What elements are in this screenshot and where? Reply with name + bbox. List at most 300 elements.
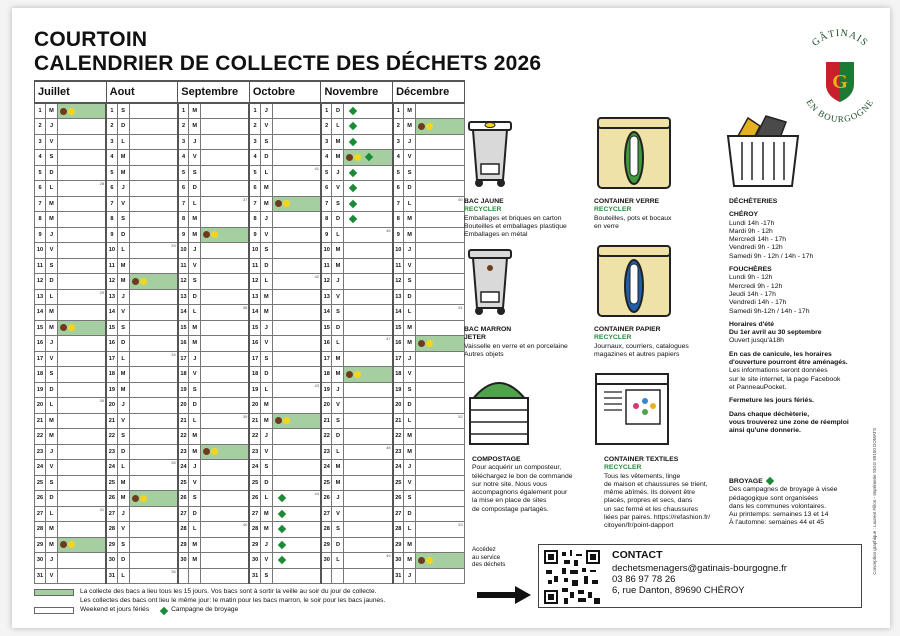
qr-code-icon[interactable] <box>544 550 600 604</box>
day-letter: S <box>117 103 129 119</box>
day-cell <box>201 258 250 274</box>
day-letter: L <box>189 413 201 429</box>
day-letter: M <box>332 243 344 259</box>
day-number: 19 <box>106 382 117 398</box>
month-header-aout: Aout <box>106 81 178 103</box>
day-letter: L <box>46 398 58 414</box>
day-cell <box>272 119 321 135</box>
day-number: 25 <box>393 475 404 491</box>
day-letter: M <box>189 444 201 460</box>
day-cell <box>416 227 465 243</box>
day-letter: M <box>46 212 58 228</box>
calendar-row <box>35 212 465 228</box>
day-letter: V <box>117 305 129 321</box>
day-cell <box>344 243 393 259</box>
yellow-bin-dot <box>354 371 361 378</box>
day-cell <box>201 382 250 398</box>
broyage-diamond <box>349 184 357 192</box>
day-cell <box>58 134 107 150</box>
day-letter: S <box>117 429 129 445</box>
day-number: 24 <box>35 460 46 476</box>
day-cell <box>272 460 321 476</box>
day-cell <box>416 429 465 445</box>
day-cell <box>416 367 465 383</box>
day-letter: M <box>404 212 416 228</box>
day-letter: L <box>260 274 272 290</box>
day-number: 29 <box>106 537 117 553</box>
day-cell <box>416 475 465 491</box>
week-number: 29 <box>99 289 105 295</box>
access-text: Accédez au service des déchets <box>472 546 506 569</box>
day-letter: L <box>117 134 129 150</box>
day-letter: J <box>117 289 129 305</box>
week-number: 28 <box>99 181 105 186</box>
day-letter: M <box>189 336 201 352</box>
yellow-bin-dot <box>354 154 361 161</box>
broyage-diamond <box>278 509 286 517</box>
day-letter: S <box>46 150 58 166</box>
day-cell <box>58 475 107 491</box>
day-cell <box>272 274 321 290</box>
week-number: 47 <box>386 336 391 341</box>
week-number: 41 <box>314 165 319 171</box>
day-cell <box>416 568 465 584</box>
day-number: 31 <box>35 568 46 584</box>
day-letter: M <box>189 212 201 228</box>
legend-white-swatch <box>34 607 74 614</box>
day-letter: M <box>260 413 272 429</box>
logo-bottom-text: EN BOURGOGNE <box>804 97 876 125</box>
day-cell <box>272 568 321 584</box>
day-number: 30 <box>393 553 404 569</box>
day-cell <box>416 320 465 336</box>
day-letter: M <box>46 305 58 321</box>
day-cell <box>129 491 178 507</box>
day-letter: S <box>260 568 272 584</box>
day-letter: J <box>332 491 344 507</box>
day-letter: V <box>332 181 344 197</box>
day-cell <box>58 243 107 259</box>
day-letter: L <box>117 351 129 367</box>
day-cell <box>129 274 178 290</box>
collection-calendar <box>34 80 465 584</box>
day-number: 5 <box>178 165 189 181</box>
day-number: 5 <box>35 165 46 181</box>
day-number: 22 <box>106 429 117 445</box>
yellow-bin-dot <box>68 541 75 548</box>
day-number: 13 <box>249 289 260 305</box>
textile-container-text: CONTAINER TEXTILES RECYCLER Tous les vêtements, linge de maison et chaussures se trient, même abîmés. Ils doivent être placés, propres et secs, dans un sac fermé et les chaussures liées par paires. https://refashion.fr/ citoyen/fr/point-dapport <box>604 456 711 530</box>
day-cell <box>272 243 321 259</box>
day-number: 23 <box>321 444 332 460</box>
day-number: 26 <box>321 491 332 507</box>
day-cell <box>129 227 178 243</box>
day-letter: M <box>46 522 58 538</box>
day-letter: V <box>260 227 272 243</box>
day-cell <box>416 305 465 321</box>
day-number: 13 <box>321 289 332 305</box>
day-letter: J <box>260 103 272 119</box>
day-cell <box>58 119 107 135</box>
commune-title: COURTOIN <box>34 28 148 51</box>
svg-text:GÂTINAIS <box>810 28 870 49</box>
day-cell <box>58 444 107 460</box>
day-letter: D <box>332 429 344 445</box>
week-number: 49 <box>386 553 391 558</box>
day-cell <box>129 150 178 166</box>
day-number: 6 <box>106 181 117 197</box>
day-number: 22 <box>35 429 46 445</box>
broyage-diamond-icon <box>766 477 774 485</box>
day-letter: S <box>260 351 272 367</box>
day-cell <box>201 444 250 460</box>
day-number: 24 <box>393 460 404 476</box>
day-number: 7 <box>178 196 189 212</box>
day-number: 19 <box>249 382 260 398</box>
day-cell <box>272 398 321 414</box>
day-number: 14 <box>249 305 260 321</box>
yellow-bin-dot <box>211 231 218 238</box>
day-letter: V <box>332 506 344 522</box>
day-letter: V <box>260 553 272 569</box>
day-number: 3 <box>106 134 117 150</box>
day-cell <box>201 305 250 321</box>
legend-diamond-icon <box>160 606 168 614</box>
calendar-row <box>35 243 465 259</box>
day-letter: S <box>117 320 129 336</box>
day-letter: M <box>332 258 344 274</box>
day-cell <box>272 413 321 429</box>
day-number: 20 <box>35 398 46 414</box>
day-number: 21 <box>321 413 332 429</box>
day-letter: M <box>332 351 344 367</box>
week-number: 36 <box>171 568 176 574</box>
day-letter: L <box>332 553 344 569</box>
broyage-diamond <box>349 215 357 223</box>
week-number: 38 <box>242 305 248 310</box>
day-cell <box>129 196 178 212</box>
day-number: 15 <box>249 320 260 336</box>
day-cell <box>58 336 107 352</box>
day-letter: M <box>404 444 416 460</box>
day-number: 15 <box>35 320 46 336</box>
day-number: 7 <box>106 196 117 212</box>
day-letter: L <box>332 227 344 243</box>
broyage-diamond <box>349 122 357 130</box>
logo-letter: G <box>832 71 848 93</box>
day-cell <box>58 537 107 553</box>
day-number: 22 <box>249 429 260 445</box>
day-letter: L <box>260 491 272 507</box>
day-letter: D <box>332 212 344 228</box>
day-number: 31 <box>393 568 404 584</box>
contact-phone[interactable]: 03 86 97 78 26 <box>612 574 676 585</box>
day-cell <box>272 491 321 507</box>
day-letter: S <box>189 491 201 507</box>
week-number: 51 <box>458 305 463 310</box>
day-number: 4 <box>321 150 332 166</box>
day-number: 6 <box>393 181 404 197</box>
calendar-title: CALENDRIER DE COLLECTE DES DÉCHETS 2026 <box>34 52 542 75</box>
calendar-row <box>35 491 465 507</box>
day-cell <box>129 289 178 305</box>
day-number: 20 <box>321 398 332 414</box>
day-letter: V <box>189 150 201 166</box>
day-cell <box>201 150 250 166</box>
day-letter: J <box>46 336 58 352</box>
day-cell <box>58 413 107 429</box>
day-number: 15 <box>106 320 117 336</box>
day-letter: D <box>260 258 272 274</box>
day-cell <box>344 289 393 305</box>
day-cell <box>58 460 107 476</box>
day-letter: M <box>46 320 58 336</box>
day-cell <box>201 522 250 538</box>
day-letter: S <box>117 537 129 553</box>
day-cell <box>201 320 250 336</box>
yellow-bin-dot <box>426 557 433 564</box>
calendar-row <box>35 444 465 460</box>
day-letter: D <box>117 553 129 569</box>
day-letter: L <box>117 460 129 476</box>
day-number: 25 <box>249 475 260 491</box>
day-letter: M <box>260 522 272 538</box>
day-number: 10 <box>178 243 189 259</box>
day-letter: M <box>260 506 272 522</box>
day-number: 10 <box>321 243 332 259</box>
day-letter: S <box>189 274 201 290</box>
day-number: 18 <box>106 367 117 383</box>
day-number: 24 <box>249 460 260 476</box>
day-cell <box>344 196 393 212</box>
day-cell <box>58 382 107 398</box>
day-letter: M <box>189 320 201 336</box>
day-cell <box>58 568 107 584</box>
day-cell <box>58 320 107 336</box>
month-header-juillet: Juillet <box>35 81 107 103</box>
day-letter: S <box>46 475 58 491</box>
day-cell <box>272 212 321 228</box>
day-letter: V <box>404 475 416 491</box>
day-cell <box>129 320 178 336</box>
month-header-novembre: Novembre <box>321 81 393 103</box>
week-number: 44 <box>314 491 319 496</box>
day-cell <box>129 444 178 460</box>
day-letter: J <box>189 243 201 259</box>
broyage-diamond <box>349 199 357 207</box>
textile-container-icon <box>592 370 672 448</box>
day-cell <box>58 103 107 119</box>
day-cell <box>344 227 393 243</box>
day-cell <box>416 522 465 538</box>
arrow-right-icon <box>475 585 533 605</box>
day-number: 21 <box>35 413 46 429</box>
day-number: 29 <box>321 537 332 553</box>
day-letter: V <box>46 568 58 584</box>
day-number: 17 <box>393 351 404 367</box>
brown-bin-dot <box>132 278 139 285</box>
day-number: 8 <box>249 212 260 228</box>
day-number: 24 <box>321 460 332 476</box>
day-cell <box>344 522 393 538</box>
day-cell <box>344 181 393 197</box>
calendar-row <box>35 382 465 398</box>
day-number: 25 <box>321 475 332 491</box>
day-cell <box>201 336 250 352</box>
day-letter: V <box>189 475 201 491</box>
day-number: 4 <box>106 150 117 166</box>
day-number: 15 <box>178 320 189 336</box>
day-letter: M <box>46 413 58 429</box>
day-letter: M <box>117 274 129 290</box>
day-cell <box>129 398 178 414</box>
day-letter: L <box>260 382 272 398</box>
day-cell <box>201 289 250 305</box>
day-cell <box>344 119 393 135</box>
calendar-row <box>35 258 465 274</box>
day-letter: S <box>332 196 344 212</box>
day-number: 4 <box>178 150 189 166</box>
day-number: 27 <box>178 506 189 522</box>
broyage-diamond <box>278 540 286 548</box>
day-number: 10 <box>35 243 46 259</box>
day-letter: J <box>46 119 58 135</box>
yellow-bin-dot <box>426 123 433 130</box>
day-cell <box>58 258 107 274</box>
day-cell <box>129 351 178 367</box>
day-number: 5 <box>393 165 404 181</box>
broyage-diamond <box>349 168 357 176</box>
day-cell <box>129 165 178 181</box>
day-cell <box>129 134 178 150</box>
day-cell <box>58 212 107 228</box>
day-cell <box>58 506 107 522</box>
calendar-row <box>35 119 465 135</box>
day-cell <box>201 568 250 584</box>
day-number: 1 <box>393 103 404 119</box>
day-cell <box>58 522 107 538</box>
day-letter: S <box>46 367 58 383</box>
day-number: 16 <box>106 336 117 352</box>
day-letter: V <box>189 367 201 383</box>
day-number: 23 <box>393 444 404 460</box>
day-number: 16 <box>249 336 260 352</box>
day-letter: L <box>46 289 58 305</box>
day-number: 9 <box>249 227 260 243</box>
day-number: 12 <box>178 274 189 290</box>
day-cell <box>201 491 250 507</box>
week-number: 43 <box>314 382 319 388</box>
broyage-diamond <box>365 153 373 161</box>
day-number: 2 <box>393 119 404 135</box>
day-letter: D <box>404 398 416 414</box>
day-letter: L <box>332 119 344 135</box>
day-letter: J <box>117 506 129 522</box>
day-cell <box>416 506 465 522</box>
week-number: 42 <box>314 274 319 279</box>
day-cell <box>344 475 393 491</box>
day-cell <box>201 413 250 429</box>
day-number: 31 <box>249 568 260 584</box>
day-cell <box>416 134 465 150</box>
day-letter: S <box>332 305 344 321</box>
day-number: 11 <box>249 258 260 274</box>
day-number: 16 <box>178 336 189 352</box>
day-number: 26 <box>249 491 260 507</box>
day-number: 23 <box>106 444 117 460</box>
calendar-row <box>35 475 465 491</box>
day-number: 9 <box>178 227 189 243</box>
day-letter: M <box>260 398 272 414</box>
day-number: 1 <box>35 103 46 119</box>
day-number: 8 <box>35 212 46 228</box>
day-number: 18 <box>249 367 260 383</box>
day-letter: M <box>117 165 129 181</box>
day-letter: D <box>260 475 272 491</box>
day-letter: D <box>117 444 129 460</box>
day-letter: D <box>404 289 416 305</box>
day-letter: V <box>189 258 201 274</box>
day-letter: S <box>332 413 344 429</box>
day-number: 8 <box>106 212 117 228</box>
day-cell <box>129 522 178 538</box>
day-number: 19 <box>35 382 46 398</box>
day-letter: M <box>46 537 58 553</box>
brown-bin-text: BAC MARRON JETER Vaisselle en verre et en porcelaine Autres objets <box>464 326 568 358</box>
day-cell <box>272 305 321 321</box>
day-cell <box>344 150 393 166</box>
brown-bin-dot <box>275 417 282 424</box>
brown-bin-dot <box>346 371 353 378</box>
calendar-row <box>35 165 465 181</box>
week-number: 34 <box>171 351 176 357</box>
day-letter: M <box>189 553 201 569</box>
contact-email[interactable]: dechetsmenagers@gatinais-bourgogne.fr <box>612 563 787 574</box>
day-letter: D <box>332 103 344 119</box>
day-cell <box>416 382 465 398</box>
week-number: 48 <box>386 444 391 450</box>
yellow-bin-icon <box>464 116 516 192</box>
day-cell <box>272 506 321 522</box>
day-number: 28 <box>321 522 332 538</box>
yellow-bin-dot <box>283 200 290 207</box>
day-letter: M <box>189 429 201 445</box>
day-letter: M <box>404 429 416 445</box>
day-number: 23 <box>249 444 260 460</box>
calendar-row <box>35 506 465 522</box>
day-letter: J <box>117 398 129 414</box>
day-cell <box>129 460 178 476</box>
day-letter: M <box>332 134 344 150</box>
day-number: 3 <box>393 134 404 150</box>
day-number: 20 <box>178 398 189 414</box>
day-number: 30 <box>321 553 332 569</box>
yellow-bin-dot <box>68 324 75 331</box>
day-cell <box>344 367 393 383</box>
day-cell <box>272 537 321 553</box>
day-number: 17 <box>178 351 189 367</box>
day-letter: V <box>46 243 58 259</box>
day-number: 9 <box>393 227 404 243</box>
day-number: 15 <box>321 320 332 336</box>
day-cell <box>272 336 321 352</box>
day-cell <box>416 103 465 119</box>
calendar-row <box>35 460 465 476</box>
day-cell <box>201 460 250 476</box>
day-cell <box>344 305 393 321</box>
day-number: 21 <box>106 413 117 429</box>
day-letter: D <box>189 181 201 197</box>
